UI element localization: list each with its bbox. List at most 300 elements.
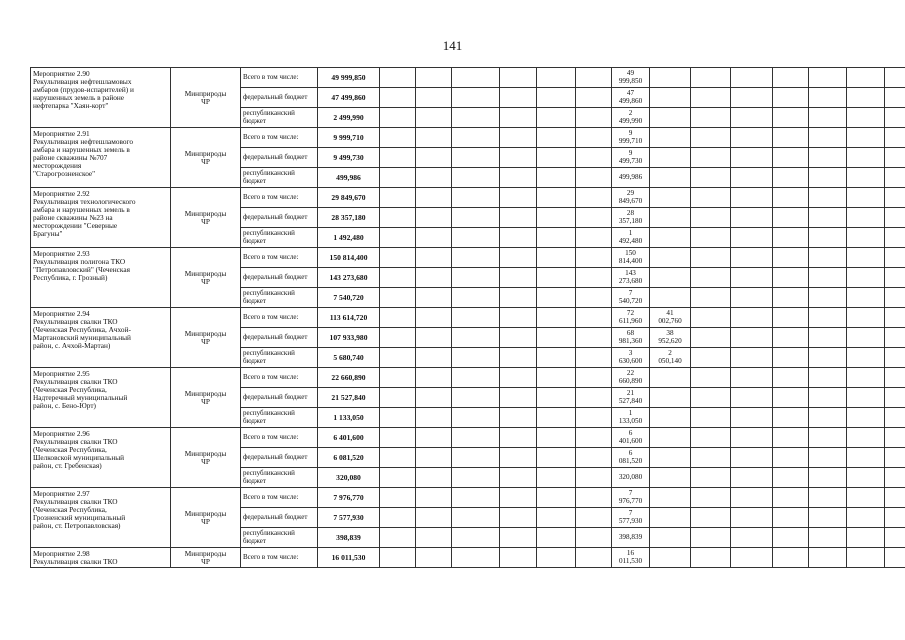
empty-cell (773, 168, 809, 188)
empty-cell (500, 128, 537, 148)
year-amount-cell (612, 148, 650, 168)
empty-cell (500, 368, 537, 388)
empty-cell (416, 88, 452, 108)
amount-total: 7 577,930 (318, 508, 380, 528)
funding-regional-label: республиканский бюджет (241, 108, 318, 128)
cell-text: Мероприятие 2.91 (33, 129, 90, 138)
cell-text: 398,839 (618, 532, 643, 541)
empty-cell (809, 528, 847, 548)
funding-federal-label: федеральный бюджет (241, 268, 318, 288)
empty-cell (416, 488, 452, 508)
empty-cell (847, 88, 885, 108)
empty-cell (691, 368, 731, 388)
empty-cell (576, 408, 612, 428)
cell-text: 611,960 (618, 316, 643, 325)
empty-cell (416, 288, 452, 308)
empty-cell (731, 208, 773, 228)
funding-federal-label: федеральный бюджет (241, 208, 318, 228)
empty-cell (773, 388, 809, 408)
empty-cell (691, 148, 731, 168)
empty-cell (416, 428, 452, 448)
empty-cell (731, 448, 773, 468)
empty-cell (691, 488, 731, 508)
empty-cell (773, 188, 809, 208)
empty-cell (576, 188, 612, 208)
activity-name (31, 248, 171, 308)
empty-cell (452, 88, 500, 108)
cell-text: 499,990 (618, 116, 643, 125)
empty-cell (847, 448, 885, 468)
empty-cell (452, 488, 500, 508)
empty-cell (537, 148, 576, 168)
empty-cell (537, 68, 576, 88)
year-amount-cell (650, 108, 691, 128)
cell-text: "Старогрозненское" (33, 169, 96, 178)
empty-cell (847, 468, 885, 488)
funding-total-label: Всего в том числе: (241, 248, 318, 268)
table-row (31, 428, 905, 448)
cell-text: амбара и нарушенных земель в (33, 205, 130, 214)
cell-text: 21 (626, 389, 635, 397)
year-amount-cell (650, 148, 691, 168)
funding-regional-label: республиканский бюджет (241, 168, 318, 188)
cell-text: 499,860 (618, 96, 643, 105)
year-amount-cell (650, 468, 691, 488)
empty-cell (847, 348, 885, 368)
empty-cell (380, 248, 416, 268)
activities-table (30, 67, 905, 568)
empty-cell (731, 168, 773, 188)
cell-text: "Петропавловский" (Чеченская (33, 265, 130, 274)
responsible-org (171, 368, 241, 428)
empty-cell (731, 308, 773, 328)
year-amount-cell (612, 268, 650, 288)
cell-text: район, с. Бено-Юрт) (33, 401, 96, 410)
cell-text: 47 (626, 89, 635, 97)
empty-cell (773, 428, 809, 448)
empty-cell (809, 288, 847, 308)
funding-regional-label: республиканский бюджет (241, 468, 318, 488)
amount-total: 6 401,600 (318, 428, 380, 448)
amount-total: 6 081,520 (318, 448, 380, 468)
cell-text: (Чеченская Республика, (33, 445, 107, 454)
empty-cell (380, 428, 416, 448)
empty-cell (691, 308, 731, 328)
empty-cell (773, 348, 809, 368)
cell-text: Шелковской муниципальный (33, 453, 125, 462)
empty-cell (691, 228, 731, 248)
table-row (31, 488, 905, 508)
empty-cell (773, 208, 809, 228)
responsible-org (171, 188, 241, 248)
empty-cell (452, 188, 500, 208)
empty-cell (809, 368, 847, 388)
funding-federal-label: федеральный бюджет (241, 328, 318, 348)
cell-text: 999,710 (618, 136, 643, 145)
cell-text: 952,620 (658, 336, 682, 345)
empty-cell (885, 148, 905, 168)
empty-cell (773, 488, 809, 508)
empty-cell (731, 288, 773, 308)
empty-cell (576, 548, 612, 568)
empty-cell (537, 208, 576, 228)
empty-cell (885, 468, 905, 488)
empty-cell (537, 528, 576, 548)
empty-cell (576, 348, 612, 368)
empty-cell (576, 268, 612, 288)
empty-cell (731, 508, 773, 528)
empty-cell (691, 468, 731, 488)
empty-cell (847, 208, 885, 228)
empty-cell (809, 208, 847, 228)
empty-cell (809, 388, 847, 408)
empty-cell (773, 528, 809, 548)
empty-cell (847, 328, 885, 348)
table-body (31, 68, 905, 568)
amount-total: 107 933,980 (318, 328, 380, 348)
empty-cell (380, 408, 416, 428)
empty-cell (500, 388, 537, 408)
cell-text: Минприроды (184, 148, 227, 158)
empty-cell (500, 408, 537, 428)
table-row (31, 68, 905, 88)
funding-total-label: Всего в том числе: (241, 68, 318, 88)
empty-cell (847, 228, 885, 248)
empty-cell (537, 448, 576, 468)
empty-cell (500, 148, 537, 168)
empty-cell (500, 68, 537, 88)
year-amount-cell (612, 208, 650, 228)
empty-cell (731, 328, 773, 348)
year-amount-cell (650, 208, 691, 228)
funding-regional-label: республиканский бюджет (241, 348, 318, 368)
empty-cell (500, 228, 537, 248)
year-amount-cell (612, 368, 650, 388)
cell-text: район, ст. Петропавловская) (33, 521, 121, 530)
empty-cell (380, 468, 416, 488)
empty-cell (452, 148, 500, 168)
empty-cell (731, 268, 773, 288)
empty-cell (576, 488, 612, 508)
empty-cell (773, 108, 809, 128)
empty-cell (885, 428, 905, 448)
empty-cell (885, 208, 905, 228)
empty-cell (416, 368, 452, 388)
responsible-org (171, 248, 241, 308)
empty-cell (809, 148, 847, 168)
empty-cell (885, 68, 905, 88)
empty-cell (380, 108, 416, 128)
cell-text: 72 (626, 309, 635, 317)
empty-cell (537, 248, 576, 268)
cell-text: Мероприятие 2.94 (33, 309, 90, 318)
empty-cell (576, 148, 612, 168)
empty-cell (809, 488, 847, 508)
empty-cell (416, 388, 452, 408)
cell-text: Минприроды (184, 208, 227, 218)
empty-cell (576, 308, 612, 328)
empty-cell (380, 228, 416, 248)
empty-cell (576, 468, 612, 488)
year-amount-cell (612, 488, 650, 508)
funding-total-label: Всего в том числе: (241, 488, 318, 508)
empty-cell (537, 88, 576, 108)
funding-regional-label: республиканский бюджет (241, 228, 318, 248)
empty-cell (809, 468, 847, 488)
cell-text: 2 (628, 109, 633, 117)
empty-cell (576, 528, 612, 548)
empty-cell (537, 428, 576, 448)
empty-cell (847, 188, 885, 208)
empty-cell (773, 408, 809, 428)
empty-cell (773, 88, 809, 108)
empty-cell (691, 508, 731, 528)
cell-text: ЧР (201, 456, 210, 466)
funding-total-label: Всего в том числе: (241, 308, 318, 328)
empty-cell (537, 508, 576, 528)
empty-cell (691, 348, 731, 368)
empty-cell (809, 188, 847, 208)
activity-name (31, 128, 171, 188)
cell-text: 357,180 (618, 216, 643, 225)
cell-text: 16 (626, 549, 635, 557)
cell-text: районе скважины №707 (33, 153, 108, 162)
empty-cell (691, 168, 731, 188)
empty-cell (847, 148, 885, 168)
cell-text: 7 (628, 489, 633, 497)
empty-cell (847, 548, 885, 568)
cell-text: 143 (625, 269, 636, 277)
year-amount-cell (650, 188, 691, 208)
amount-total: 113 614,720 (318, 308, 380, 328)
empty-cell (537, 388, 576, 408)
year-amount-cell (612, 108, 650, 128)
empty-cell (691, 428, 731, 448)
cell-text: 3 (628, 349, 633, 357)
empty-cell (731, 248, 773, 268)
empty-cell (731, 128, 773, 148)
empty-cell (809, 128, 847, 148)
amount-total: 1 133,050 (318, 408, 380, 428)
empty-cell (452, 68, 500, 88)
empty-cell (500, 288, 537, 308)
empty-cell (731, 468, 773, 488)
cell-text: 660,890 (618, 376, 643, 385)
empty-cell (576, 328, 612, 348)
empty-cell (773, 308, 809, 328)
empty-cell (847, 168, 885, 188)
empty-cell (537, 268, 576, 288)
empty-cell (576, 208, 612, 228)
cell-text: (Чеченская Республика, (33, 385, 107, 394)
funding-regional-label: республиканский бюджет (241, 288, 318, 308)
empty-cell (731, 108, 773, 128)
responsible-org (171, 128, 241, 188)
cell-text: Минприроды (184, 268, 227, 278)
empty-cell (576, 108, 612, 128)
empty-cell (380, 348, 416, 368)
empty-cell (885, 408, 905, 428)
empty-cell (500, 528, 537, 548)
funding-federal-label: федеральный бюджет (241, 388, 318, 408)
year-amount-cell (612, 88, 650, 108)
empty-cell (809, 168, 847, 188)
amount-total: 22 660,890 (318, 368, 380, 388)
year-amount-cell (612, 408, 650, 428)
empty-cell (416, 308, 452, 328)
empty-cell (885, 548, 905, 568)
year-amount-cell (650, 508, 691, 528)
empty-cell (416, 188, 452, 208)
empty-cell (380, 528, 416, 548)
amount-total: 29 849,670 (318, 188, 380, 208)
empty-cell (731, 488, 773, 508)
cell-text: 133,050 (618, 416, 643, 425)
empty-cell (380, 508, 416, 528)
cell-text: 577,930 (618, 516, 643, 525)
year-amount-cell (612, 228, 650, 248)
empty-cell (885, 308, 905, 328)
empty-cell (731, 188, 773, 208)
cell-text: Надтеречный муниципальный (33, 393, 128, 402)
empty-cell (773, 508, 809, 528)
empty-cell (416, 228, 452, 248)
empty-cell (773, 248, 809, 268)
funding-regional-label: республиканский бюджет (241, 528, 318, 548)
activity-name (31, 308, 171, 368)
year-amount-cell (650, 88, 691, 108)
empty-cell (416, 128, 452, 148)
empty-cell (885, 508, 905, 528)
empty-cell (731, 368, 773, 388)
cell-text: 28 (626, 209, 635, 217)
empty-cell (885, 268, 905, 288)
empty-cell (380, 88, 416, 108)
empty-cell (452, 288, 500, 308)
empty-cell (885, 368, 905, 388)
empty-cell (847, 368, 885, 388)
funding-total-label: Всего в том числе: (241, 368, 318, 388)
year-amount-cell (612, 68, 650, 88)
cell-text: 320,080 (618, 472, 643, 481)
activity-name (31, 368, 171, 428)
empty-cell (416, 528, 452, 548)
empty-cell (452, 248, 500, 268)
cell-text: 7 (628, 509, 633, 517)
empty-cell (731, 148, 773, 168)
cell-text: Минприроды (184, 548, 227, 558)
empty-cell (773, 368, 809, 388)
empty-cell (576, 448, 612, 468)
empty-cell (847, 128, 885, 148)
empty-cell (847, 68, 885, 88)
cell-text: Рекультивация свалки ТКО (33, 377, 118, 386)
empty-cell (691, 128, 731, 148)
empty-cell (416, 148, 452, 168)
amount-total: 1 492,480 (318, 228, 380, 248)
cell-text: 49 (626, 69, 635, 77)
year-amount-cell (650, 248, 691, 268)
cell-text: 540,720 (618, 296, 643, 305)
empty-cell (452, 468, 500, 488)
cell-text: Рекультивация свалки ТКО (33, 497, 118, 506)
empty-cell (500, 348, 537, 368)
empty-cell (416, 168, 452, 188)
cell-text: ЧР (201, 556, 210, 566)
empty-cell (847, 528, 885, 548)
year-amount-cell (612, 428, 650, 448)
empty-cell (885, 488, 905, 508)
cell-text: ЧР (201, 516, 210, 526)
amount-total: 9 499,730 (318, 148, 380, 168)
cell-text: ЧР (201, 336, 210, 346)
empty-cell (537, 288, 576, 308)
table-row (31, 188, 905, 208)
empty-cell (500, 88, 537, 108)
empty-cell (809, 268, 847, 288)
responsible-org (171, 548, 241, 568)
cell-text: Мероприятие 2.96 (33, 429, 90, 438)
empty-cell (809, 68, 847, 88)
empty-cell (885, 168, 905, 188)
cell-text: 29 (626, 189, 635, 197)
empty-cell (452, 308, 500, 328)
empty-cell (773, 288, 809, 308)
empty-cell (500, 428, 537, 448)
cell-text: ЧР (201, 216, 210, 226)
empty-cell (380, 268, 416, 288)
empty-cell (500, 448, 537, 468)
empty-cell (452, 348, 500, 368)
empty-cell (885, 188, 905, 208)
empty-cell (885, 88, 905, 108)
year-amount-cell (612, 308, 650, 328)
year-amount-cell (612, 248, 650, 268)
empty-cell (847, 308, 885, 328)
cell-text: Минприроды (184, 88, 227, 98)
empty-cell (380, 68, 416, 88)
empty-cell (773, 268, 809, 288)
empty-cell (500, 248, 537, 268)
empty-cell (416, 548, 452, 568)
responsible-org (171, 308, 241, 368)
empty-cell (452, 408, 500, 428)
cell-text: амбара и нарушенных земель в (33, 145, 130, 154)
empty-cell (885, 128, 905, 148)
empty-cell (691, 448, 731, 468)
empty-cell (576, 68, 612, 88)
empty-cell (576, 508, 612, 528)
empty-cell (416, 448, 452, 468)
empty-cell (537, 168, 576, 188)
empty-cell (691, 188, 731, 208)
empty-cell (650, 548, 691, 568)
empty-cell (885, 388, 905, 408)
empty-cell (885, 248, 905, 268)
empty-cell (809, 508, 847, 528)
empty-cell (500, 488, 537, 508)
year-amount-cell (650, 168, 691, 188)
empty-cell (380, 188, 416, 208)
empty-cell (380, 368, 416, 388)
empty-cell (847, 408, 885, 428)
cell-text: 7 (628, 289, 633, 297)
cell-text: 050,140 (658, 356, 682, 365)
empty-cell (809, 348, 847, 368)
empty-cell (731, 548, 773, 568)
empty-cell (452, 108, 500, 128)
cell-text: ЧР (201, 96, 210, 106)
